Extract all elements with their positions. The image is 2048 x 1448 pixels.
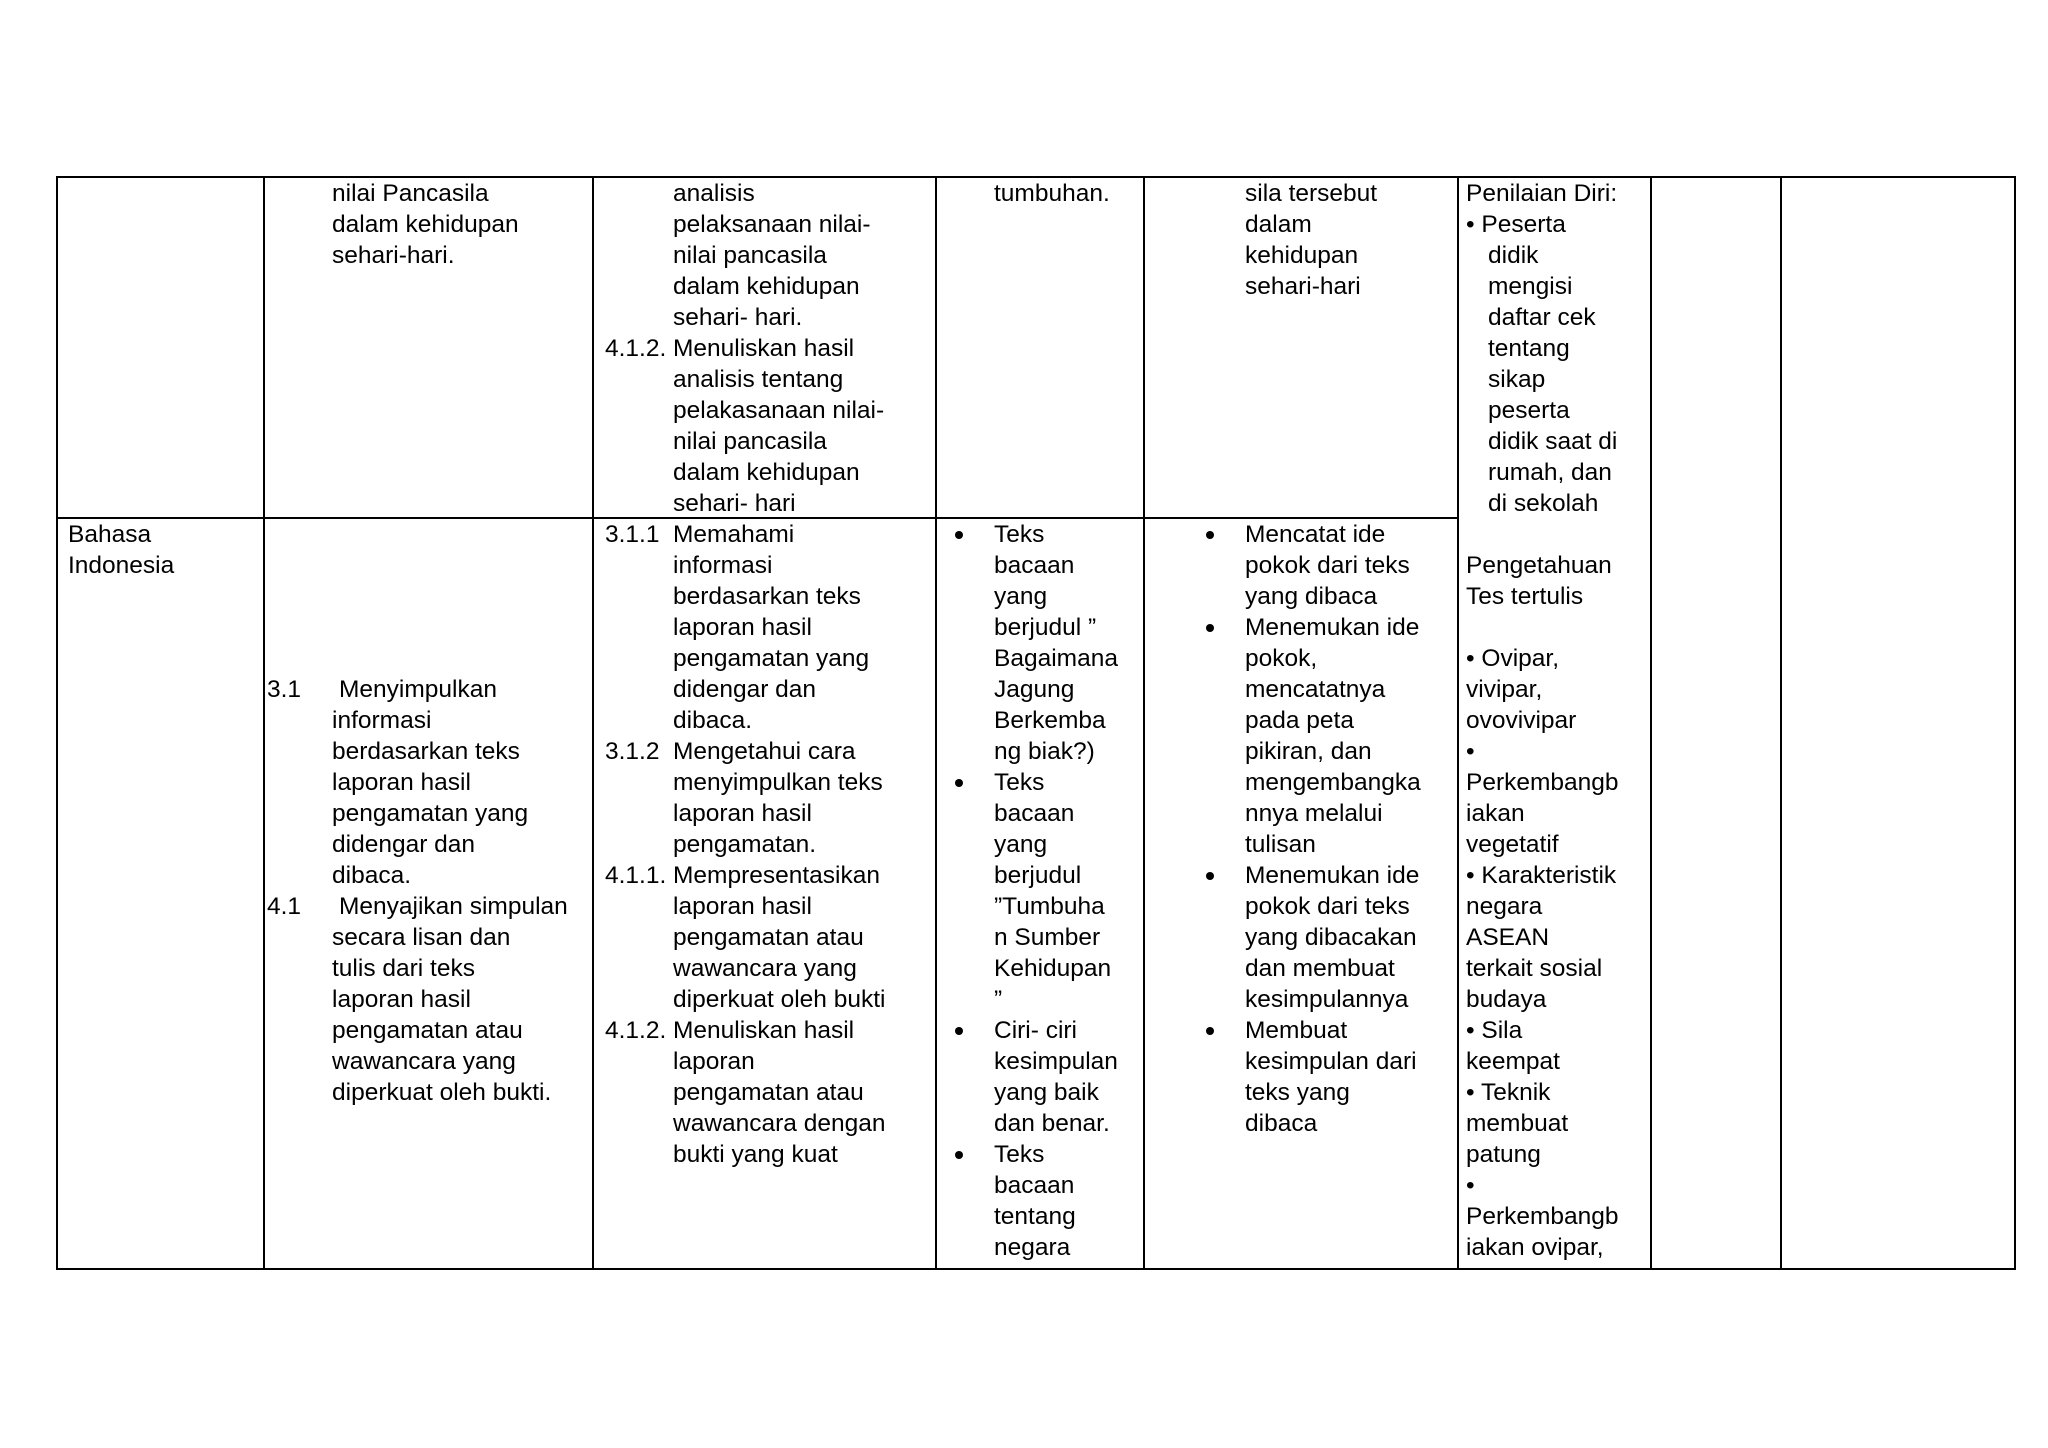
kegiatan-text-line: nnya melalui xyxy=(1245,800,1383,827)
penilaian-line: vegetatif xyxy=(1466,831,1559,858)
materi-bullet-item xyxy=(936,1015,1118,1139)
kd-text-line: pengamatan atau xyxy=(332,1017,523,1044)
col-divider xyxy=(1143,176,1145,1270)
indikator-text-line: analisis xyxy=(673,180,755,207)
indikator-text-line: informasi xyxy=(673,552,773,579)
materi-text-line: bacaan xyxy=(994,552,1075,579)
bullet-icon xyxy=(955,531,963,539)
kegiatan-text-line: teks yang xyxy=(1245,1079,1350,1106)
materi-text-line: bacaan xyxy=(994,800,1075,827)
indikator-text-line: pengamatan. xyxy=(673,831,817,858)
penilaian-line: ovovivipar xyxy=(1466,707,1577,734)
penilaian-section-title: Pengetahuan xyxy=(1466,552,1612,579)
kegiatan-text-line: dan membuat xyxy=(1245,955,1395,982)
indikator-text-line: nilai pancasila xyxy=(673,428,827,455)
kegiatan-text-line: Menemukan ide xyxy=(1245,614,1420,641)
kegiatan-bullet-item xyxy=(1187,612,1421,860)
penilaian-line: iakan xyxy=(1466,800,1525,827)
materi-text-line: yang xyxy=(994,831,1048,858)
subject-text-line: Indonesia xyxy=(68,552,175,579)
kegiatan-text-line: mencatatnya xyxy=(1245,676,1386,703)
kd-text-line: Menyajikan simpulan xyxy=(339,893,568,920)
penilaian-line: mengisi xyxy=(1488,273,1573,300)
indikator-text-line: diperkuat oleh bukti xyxy=(673,986,886,1013)
table-border-right xyxy=(2014,176,2016,1270)
kd-text-line: nilai Pancasila xyxy=(332,180,489,207)
indikator-text-line: menyimpulkan teks xyxy=(673,769,883,796)
materi-text-line: Berkemba xyxy=(994,707,1106,734)
row2-subject-cell xyxy=(68,519,174,581)
sumber-belajar-cell xyxy=(1782,178,2014,1268)
indikator-number: 3.1.1 xyxy=(605,521,660,548)
kegiatan-text-line: kesimpulan dari xyxy=(1245,1048,1417,1075)
indikator-text-line: pengamatan yang xyxy=(673,645,870,672)
indikator-text-line: Mempresentasikan xyxy=(673,862,880,889)
materi-text-line: Teks xyxy=(994,769,1045,796)
penilaian-line: patung xyxy=(1466,1141,1541,1168)
alokasi-waktu-cell xyxy=(1652,178,1780,1268)
penilaian-line: • Sila xyxy=(1466,1017,1523,1044)
bullet-icon xyxy=(955,779,963,787)
penilaian-line: • xyxy=(1466,738,1475,765)
row2-kd-cell xyxy=(267,674,568,1108)
materi-text-line: yang baik xyxy=(994,1079,1099,1106)
kd-text-line: dibaca. xyxy=(332,862,412,889)
kd-text-line: didengar dan xyxy=(332,831,476,858)
indikator-text-line: Menuliskan hasil xyxy=(673,335,855,362)
indikator-number: 3.1.2 xyxy=(605,738,660,765)
indikator-text-line: berdasarkan teks xyxy=(673,583,861,610)
kd-number: 3.1 xyxy=(267,676,302,703)
indikator-text-line: wawancara yang xyxy=(673,955,857,982)
penilaian-line: Tes tertulis xyxy=(1466,583,1584,610)
materi-text-line: yang xyxy=(994,583,1048,610)
row1-kd-cell xyxy=(332,178,519,271)
kegiatan-text-line: pokok dari teks xyxy=(1245,552,1410,579)
indikator-number: 4.1.1. xyxy=(605,862,667,889)
kegiatan-text-line: Membuat xyxy=(1245,1017,1348,1044)
indikator-text-line: sehari- hari xyxy=(673,490,796,517)
kd-text-line: laporan hasil xyxy=(332,769,471,796)
penilaian-line: Perkembangb xyxy=(1466,769,1619,796)
kegiatan-text-line: Menemukan ide xyxy=(1245,862,1420,889)
penilaian-line: budaya xyxy=(1466,986,1547,1013)
col-divider xyxy=(263,176,265,1270)
penilaian-spacer xyxy=(1466,612,1619,643)
materi-text-line: ” xyxy=(994,986,1003,1013)
penilaian-line: vivipar, xyxy=(1466,676,1543,703)
indikator-text-line: dalam kehidupan xyxy=(673,273,860,300)
materi-text-line: Teks xyxy=(994,521,1045,548)
kegiatan-text-line: dalam xyxy=(1245,211,1312,238)
penilaian-line: • Ovipar, xyxy=(1466,645,1559,672)
penilaian-line: negara xyxy=(1466,893,1543,920)
penilaian-line: rumah, dan xyxy=(1488,459,1612,486)
indikator-text-line: nilai pancasila xyxy=(673,242,827,269)
kegiatan-text-line: kehidupan xyxy=(1245,242,1359,269)
kegiatan-text-line: yang dibacakan xyxy=(1245,924,1417,951)
kd-text-line: secara lisan dan xyxy=(332,924,511,951)
kegiatan-text-line: pada peta xyxy=(1245,707,1354,734)
indikator-text-line: Mengetahui cara xyxy=(673,738,856,765)
kd-text-line: sehari-hari. xyxy=(332,242,455,269)
penilaian-line: peserta xyxy=(1488,397,1570,424)
kd-text-line: Menyimpulkan xyxy=(339,676,497,703)
indikator-text-line: didengar dan xyxy=(673,676,817,703)
indikator-text-line: laporan hasil xyxy=(673,893,812,920)
bullet-icon xyxy=(1206,872,1214,880)
kd-text-line: tulis dari teks xyxy=(332,955,475,982)
penilaian-line: sikap xyxy=(1488,366,1546,393)
kd-text-line: informasi xyxy=(332,707,432,734)
kegiatan-text-line: dibaca xyxy=(1245,1110,1318,1137)
materi-text-line: tentang xyxy=(994,1203,1076,1230)
col-divider xyxy=(1457,176,1459,1270)
bullet-icon xyxy=(1206,531,1214,539)
kegiatan-text-line: pokok dari teks xyxy=(1245,893,1410,920)
materi-text-line: n Sumber xyxy=(994,924,1101,951)
kd-number: 4.1 xyxy=(267,893,302,920)
penilaian-line: membuat xyxy=(1466,1110,1569,1137)
subject-text-line: Bahasa xyxy=(68,521,152,548)
kegiatan-text-line: pokok, xyxy=(1245,645,1318,672)
col-divider xyxy=(592,176,594,1270)
penilaian-line: • Teknik xyxy=(1466,1079,1551,1106)
row1-kegiatan-cell xyxy=(1245,178,1377,302)
materi-text-line: Bagaimana xyxy=(994,645,1118,672)
indikator-text-line: sehari- hari. xyxy=(673,304,803,331)
penilaian-line: • Peserta xyxy=(1466,211,1566,238)
materi-text-line: negara xyxy=(994,1234,1071,1261)
row1-indikator-cell xyxy=(605,178,884,519)
table-border-bottom xyxy=(56,1268,2016,1270)
penilaian-line: di sekolah xyxy=(1488,490,1599,517)
indikator-text-line: laporan hasil xyxy=(673,800,812,827)
materi-bullet-item xyxy=(936,1139,1118,1263)
bullet-icon xyxy=(955,1027,963,1035)
penilaian-cell xyxy=(1466,178,1619,1263)
penilaian-spacer xyxy=(1466,519,1619,550)
materi-text-line: Ciri- ciri xyxy=(994,1017,1077,1044)
row1-materi-cell xyxy=(994,178,1110,209)
materi-text-line: tumbuhan. xyxy=(994,180,1110,207)
indikator-text-line: laporan xyxy=(673,1048,755,1075)
indikator-text-line: laporan hasil xyxy=(673,614,812,641)
kd-text-line: diperkuat oleh bukti. xyxy=(332,1079,552,1106)
indikator-number: 4.1.2. xyxy=(605,1017,667,1044)
materi-text-line: Jagung xyxy=(994,676,1075,703)
penilaian-line: • xyxy=(1466,1172,1475,1199)
materi-text-line: berjudul ” xyxy=(994,614,1097,641)
indikator-text-line: bukti yang kuat xyxy=(673,1141,838,1168)
materi-text-line: bacaan xyxy=(994,1172,1075,1199)
materi-text-line: berjudul xyxy=(994,862,1082,889)
bullet-icon xyxy=(955,1151,963,1159)
kegiatan-text-line: sehari-hari xyxy=(1245,273,1361,300)
indikator-text-line: dibaca. xyxy=(673,707,753,734)
kegiatan-text-line: mengembangka xyxy=(1245,769,1421,796)
bullet-icon xyxy=(1206,624,1214,632)
kegiatan-bullet-item xyxy=(1187,860,1421,1015)
materi-bullet-item xyxy=(936,767,1118,1015)
penilaian-line: didik xyxy=(1488,242,1539,269)
penilaian-line: didik saat di xyxy=(1488,428,1618,455)
penilaian-line: terkait sosial xyxy=(1466,955,1603,982)
indikator-text-line: wawancara dengan xyxy=(673,1110,886,1137)
penilaian-line: daftar cek xyxy=(1488,304,1596,331)
materi-text-line: ng biak?) xyxy=(994,738,1095,765)
row2-kegiatan-cell xyxy=(1187,519,1421,1139)
indikator-number: 4.1.2. xyxy=(605,335,667,362)
penilaian-title: Penilaian Diri: xyxy=(1466,180,1618,207)
indikator-text-line: Menuliskan hasil xyxy=(673,1017,855,1044)
kegiatan-bullet-item xyxy=(1187,519,1421,612)
indikator-text-line: pelaksanaan nilai- xyxy=(673,211,871,238)
row2-materi-cell xyxy=(936,519,1118,1263)
indikator-text-line: dalam kehidupan xyxy=(673,459,860,486)
penilaian-line: Perkembangb xyxy=(1466,1203,1619,1230)
syllabus-table xyxy=(56,176,2016,1270)
materi-text-line: Kehidupan xyxy=(994,955,1112,982)
indikator-text-line: Memahami xyxy=(673,521,795,548)
kegiatan-text-line: yang dibaca xyxy=(1245,583,1378,610)
materi-text-line: ”Tumbuha xyxy=(994,893,1105,920)
penilaian-line: tentang xyxy=(1488,335,1570,362)
kd-text-line: pengamatan yang xyxy=(332,800,529,827)
indikator-text-line: pengamatan atau xyxy=(673,1079,864,1106)
kegiatan-bullet-item xyxy=(1187,1015,1421,1139)
kegiatan-text-line: kesimpulannya xyxy=(1245,986,1409,1013)
kd-text-line: berdasarkan teks xyxy=(332,738,520,765)
penilaian-line: ASEAN xyxy=(1466,924,1550,951)
indikator-text-line: pengamatan atau xyxy=(673,924,864,951)
kegiatan-text-line: pikiran, dan xyxy=(1245,738,1372,765)
materi-text-line: kesimpulan xyxy=(994,1048,1118,1075)
row2-indikator-cell xyxy=(605,519,886,1170)
indikator-text-line: pelakasanaan nilai- xyxy=(673,397,885,424)
bullet-icon xyxy=(1206,1027,1214,1035)
kegiatan-text-line: Mencatat ide xyxy=(1245,521,1386,548)
indikator-text-line: analisis tentang xyxy=(673,366,844,393)
penilaian-line: keempat xyxy=(1466,1048,1560,1075)
kd-text-line: wawancara yang xyxy=(332,1048,516,1075)
kd-text-line: laporan hasil xyxy=(332,986,471,1013)
materi-text-line: dan benar. xyxy=(994,1110,1110,1137)
table-border-left xyxy=(56,176,58,1270)
kegiatan-text-line: tulisan xyxy=(1245,831,1316,858)
kegiatan-text-line: sila tersebut xyxy=(1245,180,1378,207)
materi-bullet-item xyxy=(936,519,1118,767)
materi-text-line: Teks xyxy=(994,1141,1045,1168)
penilaian-line: • Karakteristik xyxy=(1466,862,1617,889)
kd-text-line: dalam kehidupan xyxy=(332,211,519,238)
penilaian-line: iakan ovipar, xyxy=(1466,1234,1604,1261)
